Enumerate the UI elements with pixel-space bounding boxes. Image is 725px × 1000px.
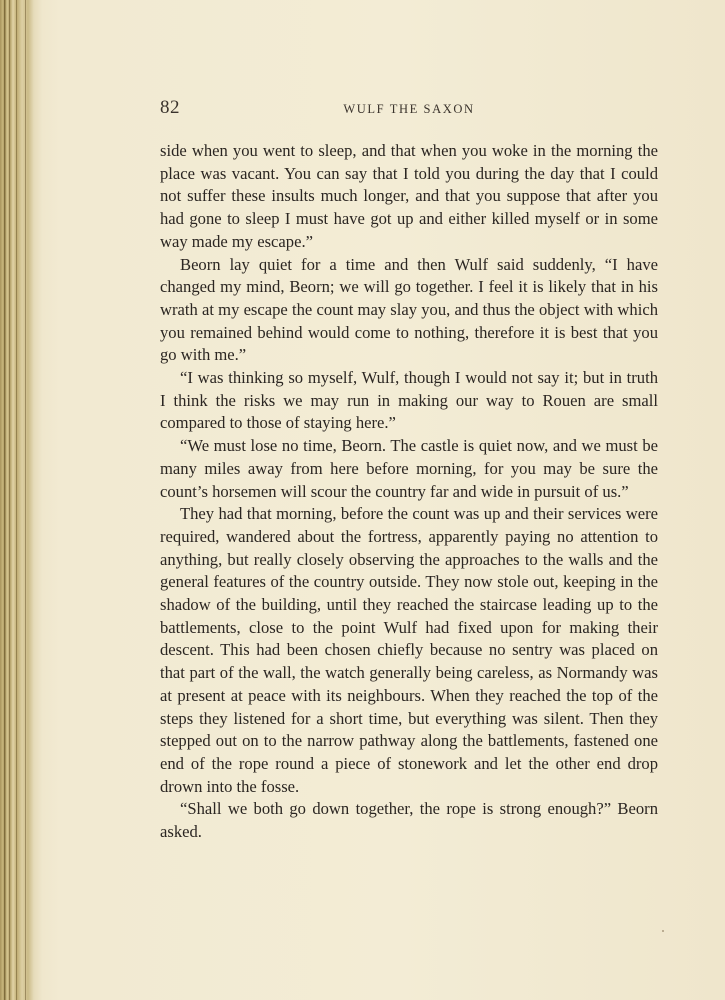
paragraph: “We must lose no time, Beorn. The castle is quiet now, and we must be many miles away from here before morning, for you may be sure the count’s horsemen will scour the country far and wide in pursuit of us.” [160,436,658,501]
paragraph: side when you went to sleep, and that when you woke in the morning the place was vacant. You can say that I told you during the day that I could not suffer these insults much longer, and that you suppose that after you had gone to sleep I must have got up and either killed myself or in some way made my escape.” [160,141,658,251]
page-number: 82 [160,97,180,118]
running-head [160,97,658,121]
page-binding-gutter [0,0,42,1000]
gutter-line [4,0,5,1000]
paragraph: “I was thinking so myself, Wulf, though I would not say it; but in truth I think the risks we may run in making our way to Rouen are small compared to those of staying here.” [160,368,658,433]
gutter-line [16,0,17,1000]
paragraph: “Shall we both go down together, the rope is strong enough?” Beorn asked. [160,799,658,842]
paragraph: They had that morning, before the count was up and their services were required, wandered about the fortress, apparently paying no attention to anything, but really closely observing the approaches to the walls and the general features of the country outside. They now stole out, keeping in the shadow of the building, until they reached the staircase leading up to the battlements, close to the point Wulf had fixed upon for making their descent. This had been chosen chiefly because no sentry was placed on that part of the wall, the watch generally being careless, as Normandy was at present at peace with its neighbours. When they reached the top of the steps they listened for a short time, but everything was silent. Then they stepped out on to the narrow pathway along the battlements, fastened one end of the rope round a piece of stonework and let the other end drop drown into the fosse. [160,504,658,796]
body-text [160,140,658,844]
running-title: WULF THE SAXON [343,102,475,116]
paper-speck [662,930,664,932]
gutter-line [25,0,26,1000]
paragraph: Beorn lay quiet for a time and then Wulf said suddenly, “I have changed my mind, Beorn; we will go together. I feel it is likely that in his wrath at my escape the count may slay you, and thus the object with which you remained behind would come to nothing, therefore it is best that you go with me.” [160,254,658,365]
gutter-line [9,0,10,1000]
